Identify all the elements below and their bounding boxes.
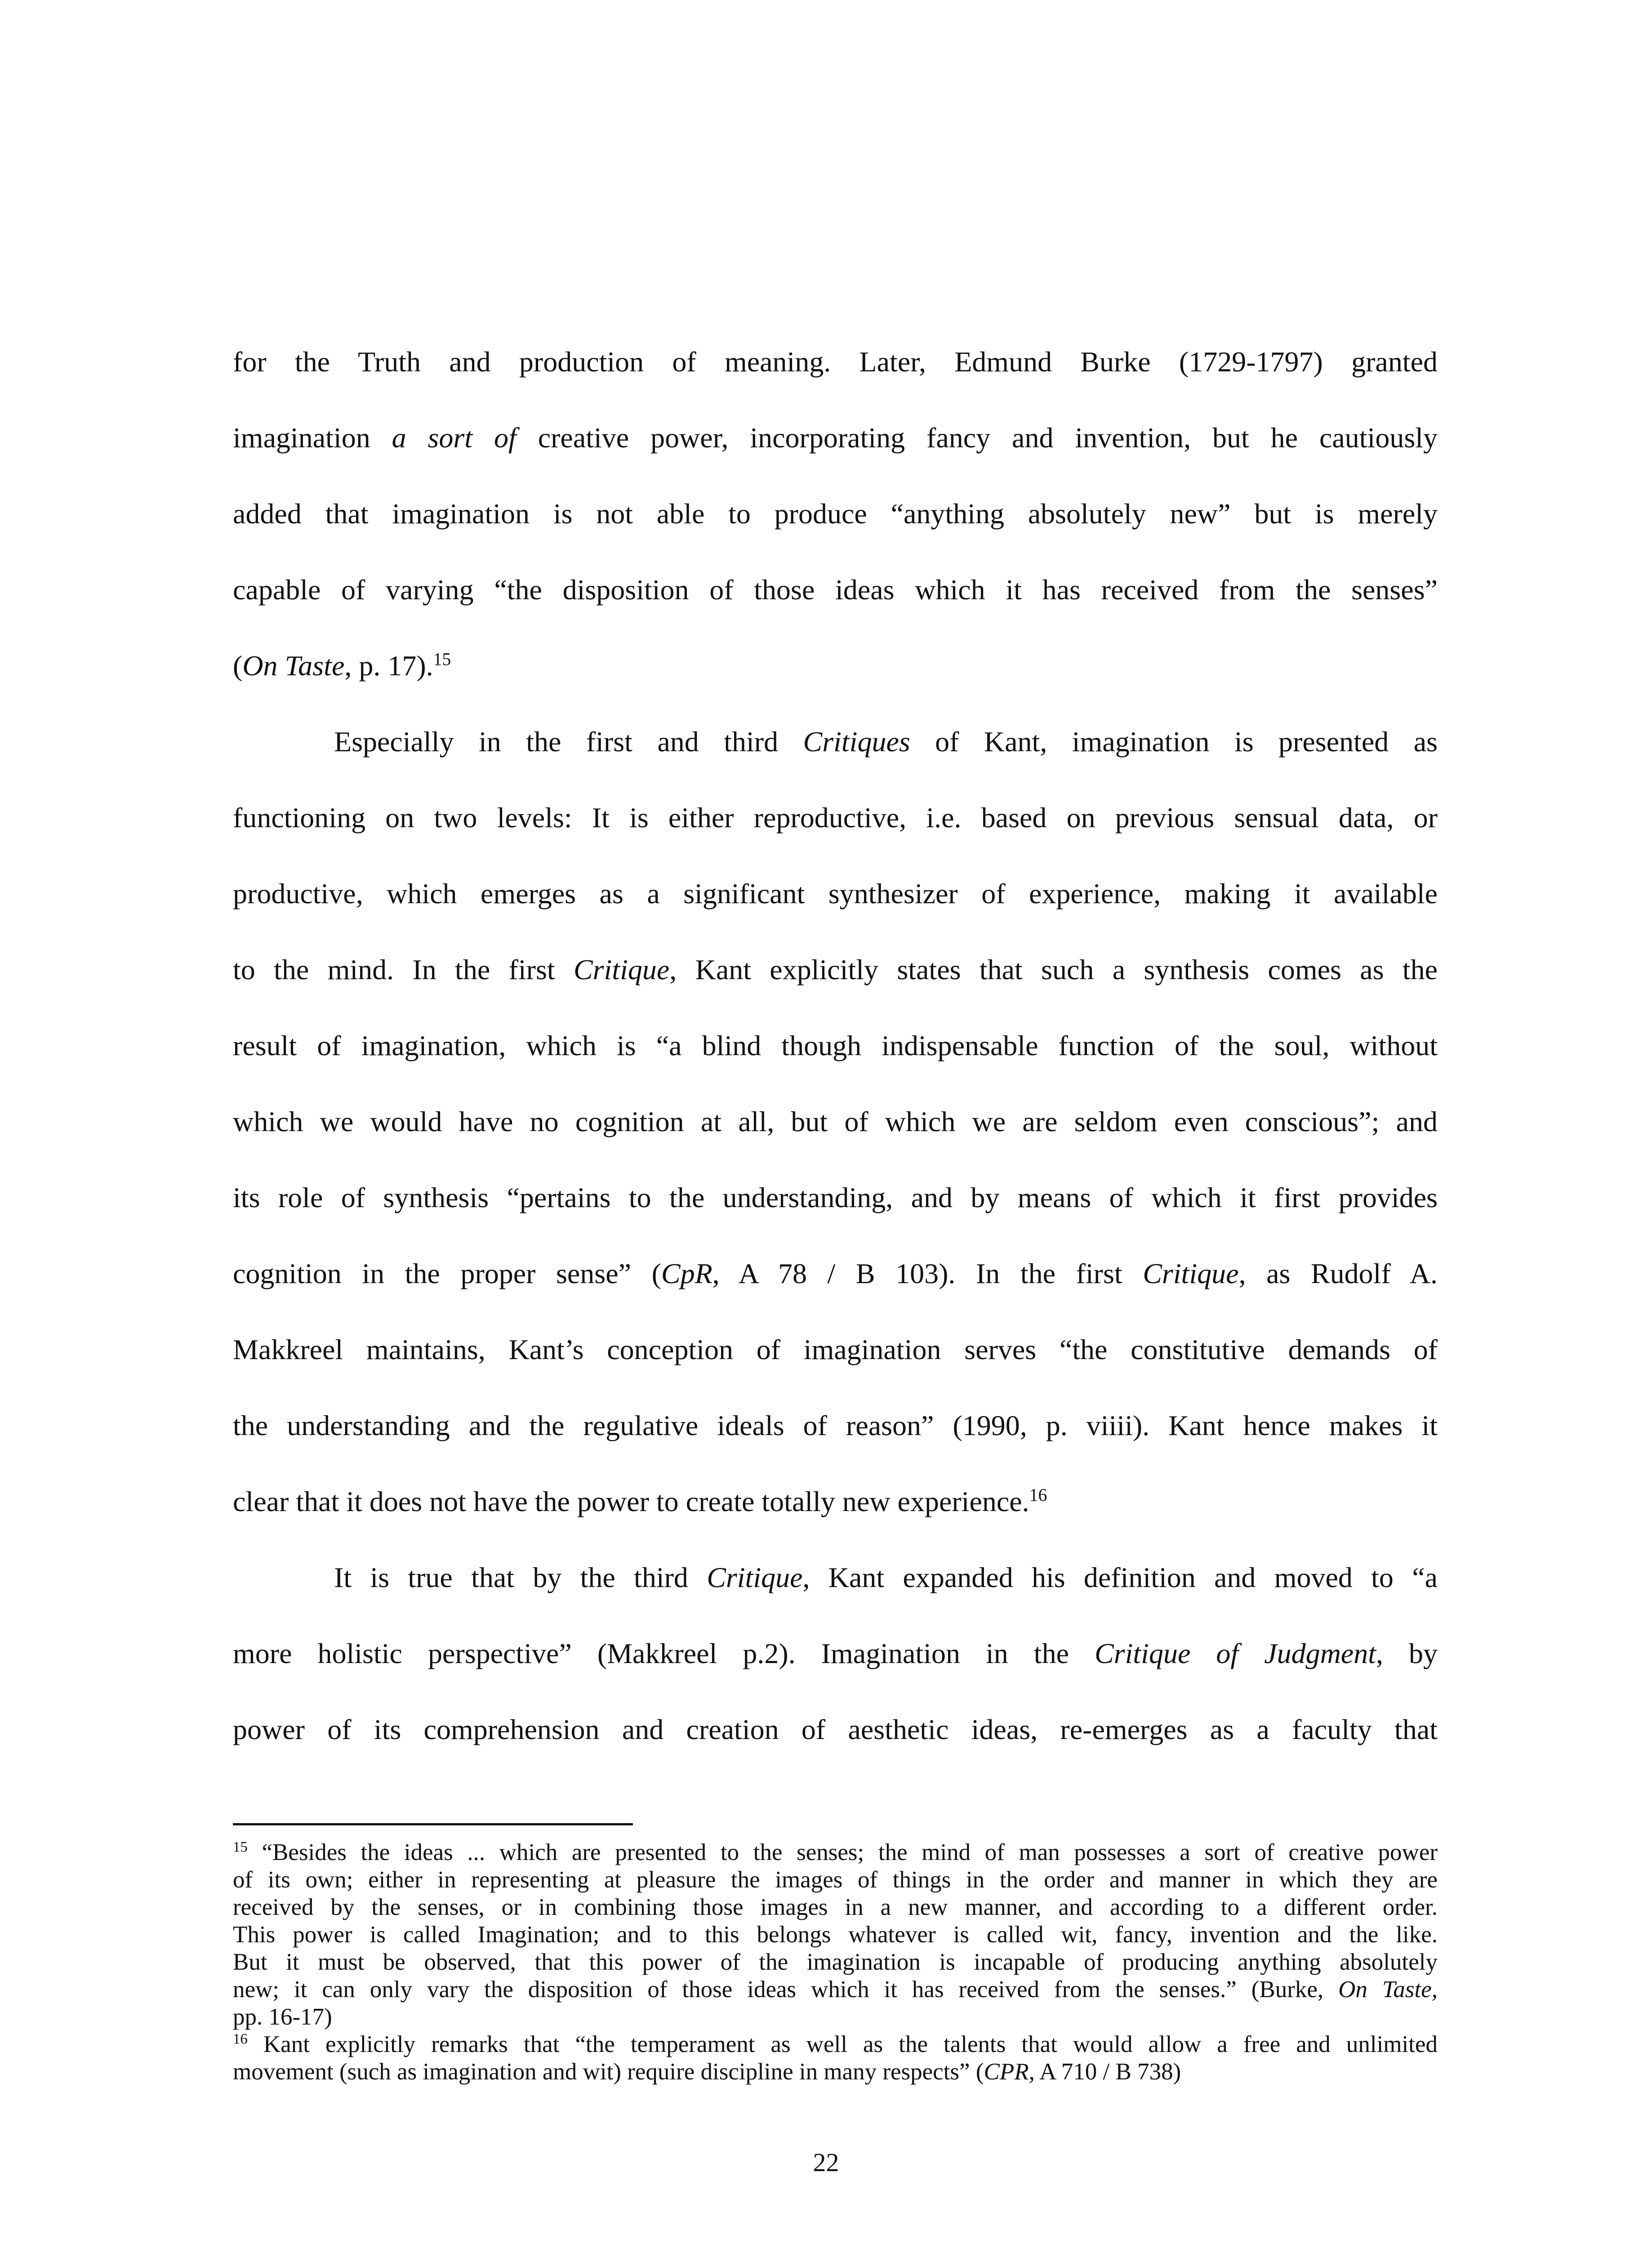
text-line: Especially in the first and third Critiques of Kant, imagination is presented as [334, 726, 1438, 758]
text-line: to the mind. In the first Critique, Kant explicitly states that such a synthesis comes as the [233, 954, 1438, 986]
footnote-line: This power is called Imagination; and to this belongs whatever is called wit, fancy, invention and the like. [233, 1922, 1438, 1948]
footnote-line: received by the senses, or in combining those images in a new manner, and according to a different order. [233, 1894, 1438, 1920]
text-line: productive, which emerges as a significant synthesizer of experience, making it available [233, 878, 1438, 910]
text-line: capable of varying “the disposition of those ideas which it has received from the senses” [233, 574, 1438, 606]
footnote-marker: 15 [233, 1839, 248, 1855]
footnote-ref-15[interactable]: 15 [433, 649, 451, 669]
text-line: the understanding and the regulative ideals of reason” (1990, p. viiii). Kant hence makes it [233, 1409, 1438, 1441]
text-line: It is true that by the third Critique, Kant expanded his definition and moved to “a [334, 1561, 1438, 1593]
footnotes [233, 1839, 1438, 2086]
footnote-marker: 16 [233, 2031, 248, 2047]
footnote-line: pp. 16-17) [233, 2004, 332, 2030]
paragraph-2 [233, 704, 1438, 1539]
footnote-line: $^{15}$ “Besides the ideas ... which are presented to the senses; the mind of man possesses a sort of creative power [233, 1839, 1438, 1865]
footnote-15 [233, 1839, 1438, 2031]
text-line: power of its comprehension and creation of aesthetic ideas, re-emerges as a faculty that [233, 1713, 1438, 1745]
text-line: added that imagination is not able to produce “anything absolutely new” but is merely [233, 498, 1438, 530]
footnote-line: new; it can only vary the disposition of those ideas which it has received from the senses.” (Burke, On Taste, [233, 1976, 1438, 2003]
footnote-line: But it must be observed, that this power of the imagination is incapable of producing anything absolutely [233, 1949, 1438, 1975]
text-line: cognition in the proper sense” (CpR, A 78 / B 103). In the first Critique, as Rudolf A. [233, 1258, 1438, 1289]
footnote-separator [233, 1823, 633, 1825]
text-line: imagination a sort of creative power, incorporating fancy and invention, but he cautiously [233, 422, 1438, 454]
text-line: result of imagination, which is “a blind though indispensable function of the soul, without [233, 1030, 1438, 1062]
text-line: more holistic perspective” (Makkreel p.2). Imagination in the Critique of Judgment, by [233, 1637, 1438, 1669]
page-number: 22 [813, 2148, 839, 2177]
text-line: clear that it does not have the power to create totally new experience.$^{16}$ [233, 1485, 1047, 1517]
paragraph-3 [233, 1539, 1438, 1767]
text-line: which we would have no cognition at all, but of which we are seldom even conscious”; and [233, 1106, 1438, 1137]
text-line: (On Taste, p. 17).$^{15}$ [233, 649, 451, 682]
footnote-16 [233, 2031, 1438, 2086]
text-line: its role of synthesis “pertains to the understanding, and by means of which it first provides [233, 1182, 1438, 1213]
footnote-line: movement (such as imagination and wit) require discipline in many respects” (CPR, A 710 / B 738) [233, 2059, 1181, 2085]
body-text [233, 324, 1438, 1767]
paragraph-1 [233, 324, 1438, 704]
footnote-line: of its own; either in representing at pleasure the images of things in the order and manner in which they are [233, 1867, 1438, 1893]
footnote-line: $^{16}$ Kant explicitly remarks that “the temperament as well as the talents that would allow a free and unlimited [233, 2031, 1438, 2057]
footnote-ref-16[interactable]: 16 [1029, 1485, 1047, 1505]
text-line: Makkreel maintains, Kant’s conception of imagination serves “the constitutive demands of [233, 1334, 1438, 1365]
text-line: functioning on two levels: It is either reproductive, i.e. based on previous sensual data, or [233, 802, 1438, 834]
text-line: for the Truth and production of meaning. Later, Edmund Burke (1729-1797) granted [233, 346, 1438, 378]
